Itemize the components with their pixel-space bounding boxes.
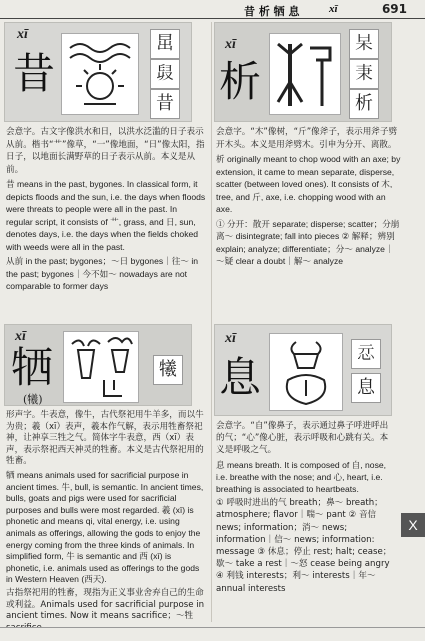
definition: ① 呼吸时进出的气 breath；鼻～ breath；atmosphere; flavor｜喘～ pant ② 音信 news; information；消～ news; information｜信～ news; information: message ③ 休息；停止 rest; halt; cease；歇～ take a rest｜～怒 cease being angry ④ 利钱 interests；利～ interests｜年～ annual interests xyxy=(216,498,392,594)
variant-form-2: 𦥠 xyxy=(150,59,180,89)
header-pinyin: xī xyxy=(329,3,338,15)
definition: 从前 in the past; bygones；～日 bygones｜往～ in the past; bygones｜今不如～ nowadays are not comparable to former days xyxy=(6,256,199,291)
entry-pinyin: xī xyxy=(15,329,26,344)
etymology-en: 昔 means in the past, bygones. In classical form, it depicts floods and the sun, i.e. the days when floods were threats to people were all in the past. In regular script, it consists of 艹, grass, and 日, sun, denotes days, i.e. the days when the fields choked with weeds were all in the past. xyxy=(6,179,206,252)
definition: ① 分开：散开 separate; disperse; scatter；分崩离～ disintegrate; fall into pieces ② 解释；辨别 explain; analyze; differentiate；分～ analyze｜～疑 clear a doubt｜解～ analyze xyxy=(216,218,400,266)
character-panel xyxy=(4,22,192,122)
character-panel xyxy=(214,324,392,416)
etymology-zh: 形声字。牛表意，像牛，古代祭祀用牛羊多，而以牛为贵；羲（xī）表声，羲本作气解，表示用牲畜祭祀神，让神享三牲之气。简体字牛表意，西（xī）表声，表示祭祀西天神灵的牲畜。本义是古代祭祀用的牲畜。 xyxy=(6,410,204,467)
page-bottom-edge xyxy=(0,627,425,641)
column-divider xyxy=(211,22,212,622)
character-panel xyxy=(4,324,192,406)
alphabet-index-tab[interactable]: X xyxy=(401,513,425,537)
traditional-form: (犧) xyxy=(23,393,43,406)
entry-xi-breath xyxy=(214,324,400,624)
variant-form-1: 犧 xyxy=(153,355,183,385)
ancient-form-illustration xyxy=(61,33,139,115)
etymology-en: 息 means breath. It is composed of 自, nose, i.e. breathe with the nose; and 心, heart, i.e. breathing is associated to heartbeats. xyxy=(216,459,387,495)
entry-text xyxy=(6,126,206,295)
page-number: 691 xyxy=(381,2,407,16)
etymology-zh: 会意字。“木”像树，“斤”像斧子，表示用斧子劈开木头。本义是用斧劈木。引申为分开、离散。 xyxy=(216,127,398,150)
entry-character: 析 xyxy=(219,57,262,106)
variant-form-1: 𣅽 xyxy=(150,29,180,59)
variant-form-3: 析 xyxy=(349,89,379,119)
variant-form-3: 昔 xyxy=(150,89,180,119)
entry-pinyin: xī xyxy=(225,331,236,346)
variant-form-1: 𢗏 xyxy=(351,339,381,369)
header-title: 昔 析 牺 息 xyxy=(244,5,300,18)
definition: 古指祭祀用的牲畜，现指为正义事业舍弃自己的生命或利益。Animals used for sacrificial purpose in ancient times. Now it means sacrifice；～牲 xyxy=(6,587,205,622)
ancient-form-illustration xyxy=(269,333,343,411)
variant-form-1: 𣏁 xyxy=(349,29,379,59)
page-header xyxy=(0,0,425,19)
entry-character: 息 xyxy=(219,353,262,402)
ancient-form-illustration xyxy=(63,331,139,403)
variant-form-2: 𣏃 xyxy=(349,59,379,89)
entry-text xyxy=(216,420,396,597)
entry-pinyin: xī xyxy=(225,37,236,52)
variant-form-2: 息 xyxy=(351,373,381,403)
entry-text xyxy=(216,126,402,270)
etymology-en: 牺 means animals used for sacrificial purpose in ancient times. 牛, bull, is semantic. In ancient times, bulls, goats and pigs were used for sacrificial purposes and bulls were most regarded. 羲 (xī) is phonetic and means qi, vital energy, i.e. using animals as offerings, allowing the gods to enjoy the energy coming from the three kinds of animals. In simplified form, 牛 is semantic and 西 (xī) is phonetic, i.e. animals used as offerings to the gods in Western Heaven (西天). xyxy=(6,469,204,585)
entry-character: 昔 xyxy=(13,49,56,98)
etymology-zh: 会意字。“自”像鼻子，表示通过鼻子呼进呼出的气；“心”像心脏，表示呼吸和心跳有关。本义是呼吸之气。 xyxy=(216,421,389,456)
entry-pinyin: xī xyxy=(17,27,28,42)
character-panel xyxy=(214,22,392,122)
etymology-en: 析 originally meant to chop wood with an axe; by extension, it came to mean separate, disperse, scatter (between loved ones). It consists of 木, tree, and 斤, axe, i.e. chopping wood with an axe. xyxy=(216,154,401,214)
entry-xi-analyze xyxy=(214,22,410,322)
entry-xi-past xyxy=(4,22,209,322)
ancient-form-illustration xyxy=(269,33,341,115)
entry-character: 牺 xyxy=(11,343,54,392)
entry-text xyxy=(6,410,206,636)
entry-xi-sacrifice xyxy=(4,324,209,624)
etymology-zh: 会意字。古文字像洪水和日，以洪水泛滥的日子表示从前。楷书“艹”像草，“一”像地面，“日”像太阳，指日子，以地面长满野草的日子表示从前。本义是从前。 xyxy=(6,127,205,175)
